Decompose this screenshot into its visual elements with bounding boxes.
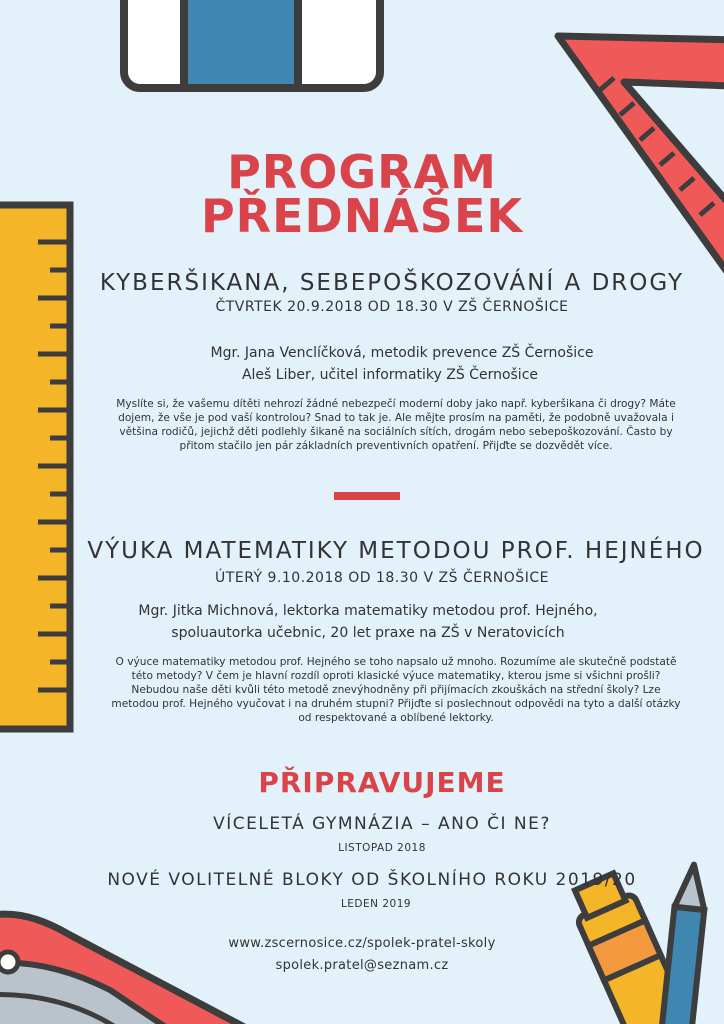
lecture2-title: VÝUKA MATEMATIKY METODOU PROF. HEJNÉHO (87, 538, 705, 564)
lecture2-desc-3: Nebudou naše děti kvůli této metodě znevýhodněny při přijímacích zkouškách na střední školy? Lze (131, 684, 661, 696)
lecture1-desc-3: většina rodičů, jejichž děti podlehly šikaně na sociálních sítích, drogám nebo sebepoškozování. Často by (119, 426, 673, 438)
title-line-1: PROGRAM (227, 145, 497, 199)
lecture2-desc-1: O výuce matematiky metodou prof. Hejného se toho napsalo už mnoho. Rozumíme ale skutečně podstatě (115, 656, 677, 668)
title-line-2: PŘEDNÁŠEK (200, 189, 524, 243)
lecture1-desc-2: dojem, že vše je pod vaší kontrolou? Snad to tak je. Ale mějte prosím na paměti, že podobně uvažovala i (118, 412, 674, 424)
upcoming-item-1-date: LISTOPAD 2018 (338, 842, 426, 854)
lecture2-desc-2: této metody? V čem je hlavní rozdíl oproti klasické výuce matematiky, kterou jsme si všichni prošli? (131, 670, 661, 682)
lecture2-date: ÚTERÝ 9.10.2018 OD 18.30 V ZŠ ČERNOŠICE (215, 570, 549, 586)
lecture1-desc-4: přitom stačilo jen pár základních preventivních opatření. Přijďte se dozvědět více. (179, 440, 613, 452)
lecture1-speaker-2: Aleš Liber, učitel informatiky ZŠ Černošice (241, 367, 539, 383)
lecture2-speaker-2: spoluautorka učebnic, 20 let praxe na ZŠ v Neratovicích (171, 625, 565, 641)
lecture1-speaker-1: Mgr. Jana Venclíčková, metodik prevence ZŠ Černošice (210, 345, 594, 361)
email-link[interactable]: spolek.pratel@seznam.cz (275, 958, 449, 973)
website-link[interactable]: www.zscernosice.cz/spolek-pratel-skoly (228, 936, 496, 951)
lecture2-desc-4: metodou prof. Hejného vyučovat i na druhém stupni? Přijďte si poslechnout odpovědi na tyto a další otázky (111, 698, 681, 710)
lecture2-desc-5: od respektované a oblíbené lektorky. (298, 712, 494, 724)
upcoming-item-1-title: VÍCELETÁ GYMNÁZIA – ANO ČI NE? (213, 814, 551, 834)
upcoming-heading: PŘIPRAVUJEME (258, 766, 506, 799)
section-divider (334, 492, 400, 500)
lecture1-title: KYBERŠIKANA, SEBEPOŠKOZOVÁNÍ A DROGY (99, 270, 685, 296)
lecture2-speaker-1: Mgr. Jitka Michnová, lektorka matematiky metodou prof. Hejného, (138, 603, 598, 619)
upcoming-item-2-title: NOVÉ VOLITELNÉ BLOKY OD ŠKOLNÍHO ROKU 2019/20 (107, 870, 637, 890)
upcoming-item-2-date: LEDEN 2019 (340, 898, 412, 910)
eraser-icon (124, 0, 380, 88)
lecture1-date: ČTVRTEK 20.9.2018 OD 18.30 V ZŠ ČERNOŠICE (215, 299, 569, 315)
lecture1-desc-1: Myslíte si, že vašemu dítěti nehrozí žádné nebezpečí moderní doby jako např. kyberšikana či drogy? Máte (116, 398, 676, 410)
